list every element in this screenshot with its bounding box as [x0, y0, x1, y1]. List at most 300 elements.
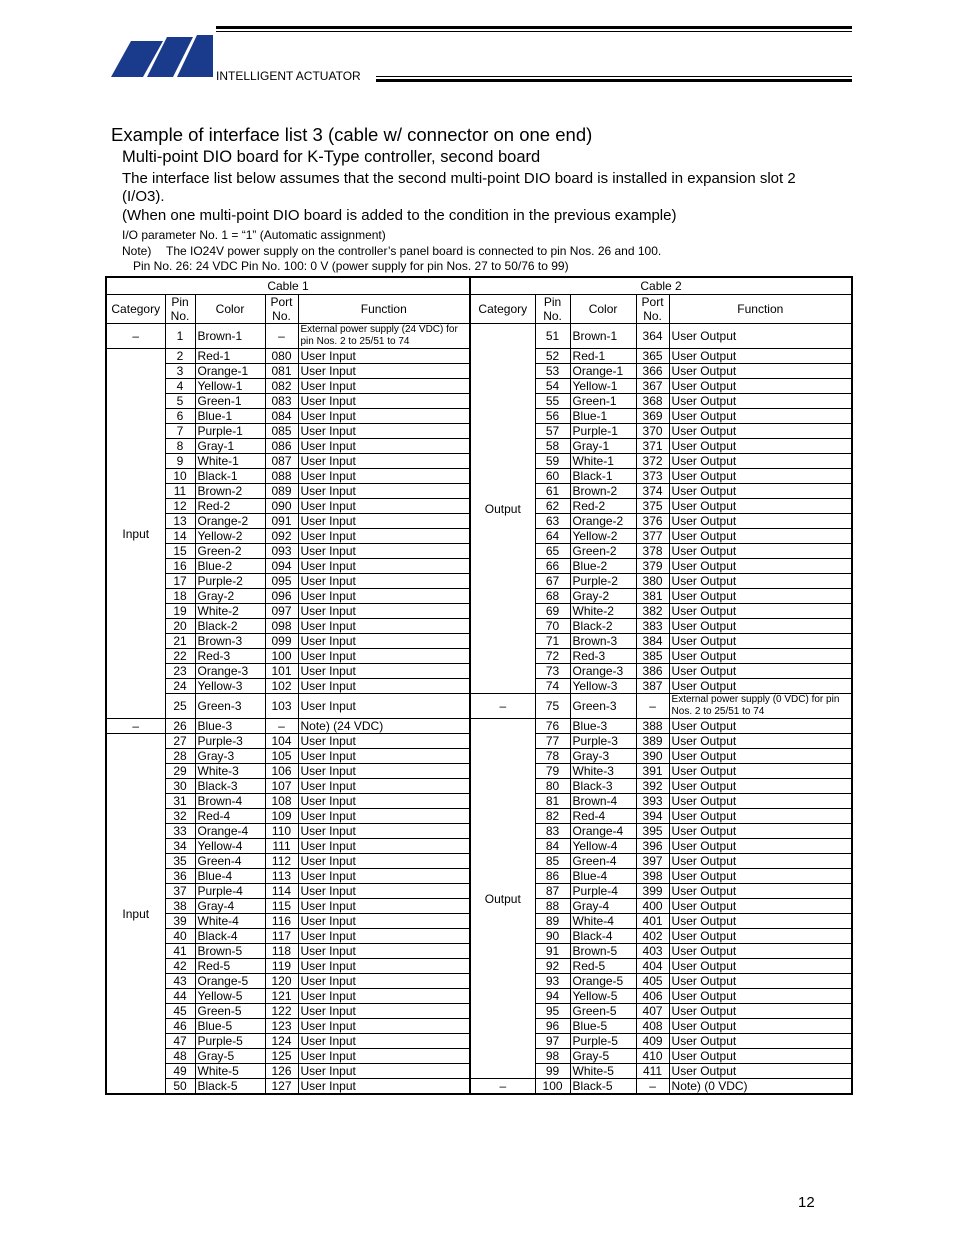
function-cell: User Output: [669, 394, 852, 409]
port-cell: 376: [636, 514, 669, 529]
port-cell: 093: [265, 544, 298, 559]
function-cell: User Output: [669, 634, 852, 649]
pin-cell: 65: [535, 544, 570, 559]
function-cell: User Output: [669, 574, 852, 589]
pin-cell: 97: [535, 1034, 570, 1049]
color-cell: Green-1: [195, 394, 265, 409]
port-cell: 094: [265, 559, 298, 574]
pin-cell: 7: [165, 424, 195, 439]
color-cell: Gray-3: [570, 749, 636, 764]
port-cell: 100: [265, 649, 298, 664]
port-cell: 382: [636, 604, 669, 619]
color-cell: Blue-3: [195, 719, 265, 734]
port-cell: 090: [265, 499, 298, 514]
function-cell: User Input: [298, 589, 470, 604]
category-cell: –: [470, 694, 535, 719]
function-cell: User Output: [669, 1019, 852, 1034]
header-rule-top: [216, 26, 852, 29]
pin-cell: 28: [165, 749, 195, 764]
color-cell: Yellow-1: [195, 379, 265, 394]
function-cell: User Output: [669, 809, 852, 824]
pin-cell: 71: [535, 634, 570, 649]
function-cell: User Input: [298, 664, 470, 679]
function-cell: User Input: [298, 869, 470, 884]
pin-cell: 32: [165, 809, 195, 824]
color-cell: Red-5: [570, 959, 636, 974]
color-cell: White-4: [570, 914, 636, 929]
color-cell: Orange-3: [570, 664, 636, 679]
function-cell: User Input: [298, 679, 470, 694]
pin-cell: 76: [535, 719, 570, 734]
port-cell: 086: [265, 439, 298, 454]
function-cell: User Output: [669, 559, 852, 574]
pin-cell: 91: [535, 944, 570, 959]
pin-cell: 81: [535, 794, 570, 809]
port-cell: 102: [265, 679, 298, 694]
port-cell: 118: [265, 944, 298, 959]
function-cell: User Output: [669, 989, 852, 1004]
function-cell: Note) (0 VDC): [669, 1079, 852, 1095]
function-cell: User Input: [298, 1019, 470, 1034]
function-cell: User Input: [298, 1034, 470, 1049]
color-cell: Black-3: [570, 779, 636, 794]
function-cell: User Input: [298, 604, 470, 619]
color-cell: Orange-2: [195, 514, 265, 529]
function-cell: User Input: [298, 379, 470, 394]
table-row: [106, 694, 852, 719]
pin-cell: 34: [165, 839, 195, 854]
color-cell: Black-5: [570, 1079, 636, 1095]
pin-cell: 30: [165, 779, 195, 794]
pin-cell: 26: [165, 719, 195, 734]
function-cell: User Input: [298, 839, 470, 854]
color-cell: Gray-2: [570, 589, 636, 604]
color-cell: Brown-4: [570, 794, 636, 809]
color-cell: White-1: [195, 454, 265, 469]
pin-cell: 90: [535, 929, 570, 944]
function-cell: User Output: [669, 379, 852, 394]
port-cell: 115: [265, 899, 298, 914]
color-cell: Blue-1: [570, 409, 636, 424]
port-cell: 377: [636, 529, 669, 544]
color-cell: Black-2: [570, 619, 636, 634]
color-cell: White-5: [195, 1064, 265, 1079]
pin-cell: 43: [165, 974, 195, 989]
pin-cell: 48: [165, 1049, 195, 1064]
port-cell: 114: [265, 884, 298, 899]
port-cell: 386: [636, 664, 669, 679]
pin-cell: 12: [165, 499, 195, 514]
port-cell: 405: [636, 974, 669, 989]
port-cell: 373: [636, 469, 669, 484]
note-text: The IO24V power supply on the controller’s panel board is connected to pin Nos. 26 and 100.: [166, 244, 662, 258]
function-cell: User Input: [298, 694, 470, 719]
color-cell: Purple-3: [570, 734, 636, 749]
function-cell: User Input: [298, 794, 470, 809]
color-cell: Orange-1: [570, 364, 636, 379]
pin-cell: 39: [165, 914, 195, 929]
port-cell: 108: [265, 794, 298, 809]
port-cell: 113: [265, 869, 298, 884]
port-cell: 395: [636, 824, 669, 839]
function-cell: User Output: [669, 664, 852, 679]
pin-cell: 45: [165, 1004, 195, 1019]
pin-cell: 38: [165, 899, 195, 914]
port-cell: 375: [636, 499, 669, 514]
function-cell: User Input: [298, 529, 470, 544]
port-cell: 085: [265, 424, 298, 439]
port-cell: 110: [265, 824, 298, 839]
port-cell: 411: [636, 1064, 669, 1079]
port-cell: 120: [265, 974, 298, 989]
color-cell: Yellow-4: [570, 839, 636, 854]
pin-cell: 41: [165, 944, 195, 959]
color-cell: Purple-1: [195, 424, 265, 439]
condition-paragraph: (When one multi-point DIO board is added to the condition in the previous example): [122, 207, 677, 224]
function-cell: User Input: [298, 884, 470, 899]
function-cell: User Input: [298, 439, 470, 454]
function-cell: User Input: [298, 1079, 470, 1095]
function-cell: User Output: [669, 1034, 852, 1049]
port-cell: 087: [265, 454, 298, 469]
pin-cell: 92: [535, 959, 570, 974]
color-cell: Red-4: [570, 809, 636, 824]
function-cell: User Input: [298, 734, 470, 749]
port-cell: 385: [636, 649, 669, 664]
color-cell: Blue-5: [570, 1019, 636, 1034]
function-cell: User Output: [669, 794, 852, 809]
port-cell: 105: [265, 749, 298, 764]
pin-note: Pin No. 26: 24 VDC Pin No. 100: 0 V (power supply for pin Nos. 27 to 50/76 to 99): [133, 259, 569, 273]
color-cell: Yellow-4: [195, 839, 265, 854]
function-cell: User Input: [298, 899, 470, 914]
function-cell: User Output: [669, 589, 852, 604]
pin-cell: 86: [535, 869, 570, 884]
color-cell: Black-2: [195, 619, 265, 634]
color-cell: Orange-1: [195, 364, 265, 379]
function-cell: User Output: [669, 944, 852, 959]
function-cell: User Input: [298, 1049, 470, 1064]
function-cell: User Input: [298, 824, 470, 839]
pin-cell: 27: [165, 734, 195, 749]
pin-cell: 33: [165, 824, 195, 839]
page-number: 12: [798, 1194, 815, 1211]
pin-header: Pin No.: [535, 295, 570, 324]
port-cell: 392: [636, 779, 669, 794]
port-cell: 384: [636, 634, 669, 649]
port-cell: 367: [636, 379, 669, 394]
port-cell: 372: [636, 454, 669, 469]
function-cell: User Input: [298, 619, 470, 634]
port-cell: 080: [265, 349, 298, 364]
port-cell: 378: [636, 544, 669, 559]
port-cell: 106: [265, 764, 298, 779]
color-cell: Red-2: [570, 499, 636, 514]
color-cell: Red-2: [195, 499, 265, 514]
function-header: Function: [669, 295, 852, 324]
function-cell: User Input: [298, 854, 470, 869]
function-cell: User Input: [298, 634, 470, 649]
color-cell: Purple-5: [195, 1034, 265, 1049]
port-cell: 410: [636, 1049, 669, 1064]
function-cell: User Output: [669, 544, 852, 559]
function-cell: User Output: [669, 529, 852, 544]
color-cell: Brown-2: [570, 484, 636, 499]
function-cell: User Output: [669, 1049, 852, 1064]
function-cell: External power supply (24 VDC) for pin Nos. 2 to 25/51 to 74: [298, 324, 470, 349]
color-cell: Brown-3: [195, 634, 265, 649]
color-cell: Green-3: [195, 694, 265, 719]
function-cell: User Output: [669, 514, 852, 529]
function-cell: User Input: [298, 1064, 470, 1079]
function-cell: User Input: [298, 349, 470, 364]
iai-logo: [109, 33, 213, 78]
pin-cell: 1: [165, 324, 195, 349]
port-cell: 381: [636, 589, 669, 604]
header-rule-bottom-thick: [376, 79, 852, 82]
section-subtitle: Multi-point DIO board for K-Type controller, second board: [122, 148, 541, 166]
pin-cell: 58: [535, 439, 570, 454]
port-cell: 097: [265, 604, 298, 619]
table-row: [106, 324, 852, 349]
port-cell: 383: [636, 619, 669, 634]
color-cell: Yellow-1: [570, 379, 636, 394]
pin-cell: 35: [165, 854, 195, 869]
function-cell: User Output: [669, 604, 852, 619]
function-cell: User Input: [298, 974, 470, 989]
pin-cell: 31: [165, 794, 195, 809]
color-cell: Gray-3: [195, 749, 265, 764]
color-cell: Orange-5: [195, 974, 265, 989]
function-cell: User Output: [669, 959, 852, 974]
color-cell: Purple-4: [195, 884, 265, 899]
pin-cell: 20: [165, 619, 195, 634]
color-cell: Blue-3: [570, 719, 636, 734]
pin-cell: 73: [535, 664, 570, 679]
pin-cell: 88: [535, 899, 570, 914]
color-cell: Green-2: [570, 544, 636, 559]
port-cell: 084: [265, 409, 298, 424]
function-cell: User Output: [669, 469, 852, 484]
category-header: Category: [470, 295, 535, 324]
color-cell: Green-5: [570, 1004, 636, 1019]
color-cell: Blue-1: [195, 409, 265, 424]
color-cell: Red-3: [570, 649, 636, 664]
pin-cell: 60: [535, 469, 570, 484]
pin-cell: 69: [535, 604, 570, 619]
pin-cell: 95: [535, 1004, 570, 1019]
pin-cell: 75: [535, 694, 570, 719]
pin-cell: 50: [165, 1079, 195, 1095]
function-cell: User Output: [669, 1004, 852, 1019]
function-cell: User Input: [298, 779, 470, 794]
pin-cell: 66: [535, 559, 570, 574]
color-cell: Purple-5: [570, 1034, 636, 1049]
pin-cell: 53: [535, 364, 570, 379]
color-cell: Red-4: [195, 809, 265, 824]
color-cell: Gray-5: [570, 1049, 636, 1064]
function-cell: User Output: [669, 649, 852, 664]
pin-cell: 100: [535, 1079, 570, 1095]
function-cell: User Output: [669, 929, 852, 944]
port-cell: 083: [265, 394, 298, 409]
port-header: Port No.: [265, 295, 298, 324]
port-cell: –: [636, 1079, 669, 1095]
pin-cell: 57: [535, 424, 570, 439]
pin-cell: 72: [535, 649, 570, 664]
color-cell: Orange-2: [570, 514, 636, 529]
interface-table: [105, 276, 853, 1095]
port-cell: 109: [265, 809, 298, 824]
color-cell: Yellow-2: [195, 529, 265, 544]
color-cell: Black-3: [195, 779, 265, 794]
color-cell: Yellow-3: [195, 679, 265, 694]
color-cell: White-2: [195, 604, 265, 619]
function-cell: User Output: [669, 439, 852, 454]
pin-cell: 21: [165, 634, 195, 649]
pin-cell: 23: [165, 664, 195, 679]
table-body: [106, 324, 852, 1095]
pin-cell: 47: [165, 1034, 195, 1049]
note-label: Note): [122, 244, 152, 258]
function-cell: User Output: [669, 409, 852, 424]
pin-cell: 5: [165, 394, 195, 409]
category-cell: –: [106, 324, 165, 349]
port-cell: 396: [636, 839, 669, 854]
function-cell: User Input: [298, 544, 470, 559]
function-cell: User Output: [669, 454, 852, 469]
category-cell: Output: [470, 719, 535, 1079]
color-cell: Red-1: [195, 349, 265, 364]
pin-cell: 44: [165, 989, 195, 1004]
port-cell: 088: [265, 469, 298, 484]
pin-cell: 98: [535, 1049, 570, 1064]
port-cell: 397: [636, 854, 669, 869]
port-cell: 368: [636, 394, 669, 409]
function-cell: User Input: [298, 484, 470, 499]
function-cell: External power supply (0 VDC) for pin Nos. 2 to 25/51 to 74: [669, 694, 852, 719]
function-cell: User Output: [669, 679, 852, 694]
port-cell: 393: [636, 794, 669, 809]
color-cell: White-2: [570, 604, 636, 619]
function-cell: Note) (24 VDC): [298, 719, 470, 734]
color-cell: Gray-4: [570, 899, 636, 914]
function-cell: User Output: [669, 734, 852, 749]
port-cell: 089: [265, 484, 298, 499]
pin-cell: 25: [165, 694, 195, 719]
color-cell: Yellow-3: [570, 679, 636, 694]
color-cell: Black-4: [570, 929, 636, 944]
function-cell: User Input: [298, 959, 470, 974]
color-cell: Orange-5: [570, 974, 636, 989]
function-cell: User Input: [298, 574, 470, 589]
color-cell: Orange-3: [195, 664, 265, 679]
port-cell: 116: [265, 914, 298, 929]
color-cell: White-4: [195, 914, 265, 929]
pin-cell: 6: [165, 409, 195, 424]
port-cell: –: [636, 694, 669, 719]
color-cell: Blue-2: [570, 559, 636, 574]
color-cell: Red-3: [195, 649, 265, 664]
pin-cell: 94: [535, 989, 570, 1004]
port-cell: 407: [636, 1004, 669, 1019]
port-cell: 402: [636, 929, 669, 944]
color-cell: Purple-3: [195, 734, 265, 749]
pin-cell: 84: [535, 839, 570, 854]
port-cell: 081: [265, 364, 298, 379]
color-cell: Blue-4: [195, 869, 265, 884]
port-cell: 119: [265, 959, 298, 974]
pin-cell: 40: [165, 929, 195, 944]
function-cell: User Output: [669, 1064, 852, 1079]
function-cell: User Output: [669, 619, 852, 634]
cable2-header: Cable 2: [470, 277, 852, 295]
function-cell: User Output: [669, 749, 852, 764]
pin-cell: 89: [535, 914, 570, 929]
pin-cell: 93: [535, 974, 570, 989]
pin-cell: 63: [535, 514, 570, 529]
pin-cell: 74: [535, 679, 570, 694]
port-header: Port No.: [636, 295, 669, 324]
pin-cell: 55: [535, 394, 570, 409]
port-cell: 124: [265, 1034, 298, 1049]
pin-cell: 70: [535, 619, 570, 634]
port-cell: 401: [636, 914, 669, 929]
port-cell: 379: [636, 559, 669, 574]
color-cell: Brown-1: [570, 324, 636, 349]
pin-cell: 2: [165, 349, 195, 364]
category-cell: –: [106, 719, 165, 734]
color-cell: Black-5: [195, 1079, 265, 1095]
port-cell: 107: [265, 779, 298, 794]
color-cell: Yellow-5: [195, 989, 265, 1004]
category-cell: Input: [106, 349, 165, 719]
pin-cell: 62: [535, 499, 570, 514]
function-header: Function: [298, 295, 470, 324]
port-cell: –: [265, 324, 298, 349]
port-cell: 371: [636, 439, 669, 454]
port-cell: 111: [265, 839, 298, 854]
color-cell: Green-3: [570, 694, 636, 719]
io-parameter-text: I/O parameter No. 1 = “1” (Automatic assignment): [122, 228, 386, 242]
function-cell: User Input: [298, 809, 470, 824]
function-cell: User Output: [669, 324, 852, 349]
pin-cell: 17: [165, 574, 195, 589]
pin-cell: 77: [535, 734, 570, 749]
port-cell: 387: [636, 679, 669, 694]
pin-cell: 10: [165, 469, 195, 484]
pin-cell: 37: [165, 884, 195, 899]
color-cell: Orange-4: [195, 824, 265, 839]
function-cell: User Input: [298, 944, 470, 959]
pin-cell: 22: [165, 649, 195, 664]
function-cell: User Output: [669, 914, 852, 929]
function-cell: User Input: [298, 394, 470, 409]
port-cell: 406: [636, 989, 669, 1004]
function-cell: User Input: [298, 409, 470, 424]
port-cell: 394: [636, 809, 669, 824]
header-rule-bottom: [376, 76, 852, 77]
function-cell: User Input: [298, 424, 470, 439]
port-cell: 101: [265, 664, 298, 679]
color-cell: Green-1: [570, 394, 636, 409]
port-cell: 369: [636, 409, 669, 424]
pin-cell: 18: [165, 589, 195, 604]
pin-cell: 61: [535, 484, 570, 499]
port-cell: 126: [265, 1064, 298, 1079]
function-cell: User Output: [669, 884, 852, 899]
pin-cell: 87: [535, 884, 570, 899]
